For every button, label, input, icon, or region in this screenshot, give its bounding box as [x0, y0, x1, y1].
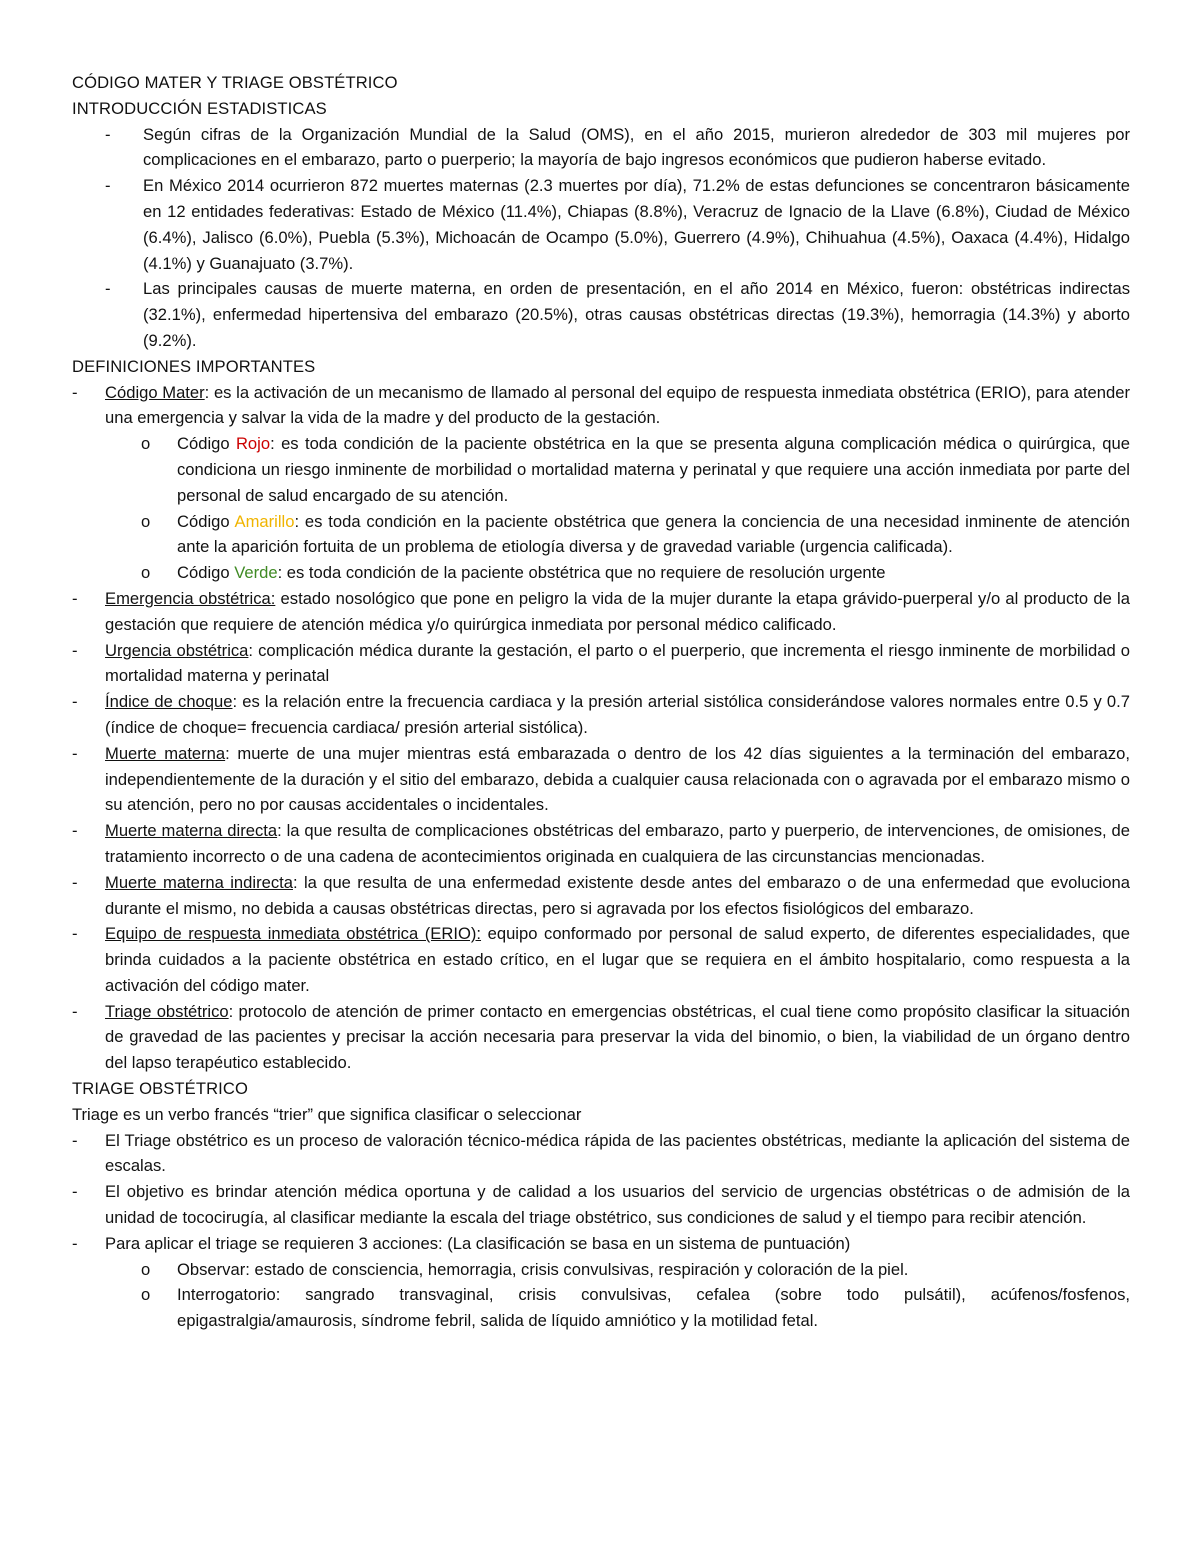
intro-item-text: En México 2014 ocurrieron 872 muertes maternas (2.3 muertes por día), 71.2% de estas defunciones se concentraron básicamente en 12 entidades federativas: Estado de México (11.4%), Chiapas (8.8%), Veracruz de Ignacio de la Llave (6.8%), Ciudad de México (6.4%), Jalisco (6.0%), Puebla (5.3%), Michoacán de Ocampo (5.0%), Guerrero (4.9%), Chihuahua (4.5%), Oaxaca (4.4%), Hidalgo (4.1%) y Guanajuato (3.7%).: [143, 176, 1130, 273]
dash-bullet: -: [105, 176, 111, 196]
definition-text: equipo conformado por personal de salud experto, de diferentes especialidades, que brinda cuidados a la paciente obstétrica en estado crítico, en el lugar que se requiera en el ámbito hospitalario, como respuesta a la activación del código mater.: [105, 924, 1130, 995]
circle-bullet: o: [141, 1259, 151, 1279]
dash-bullet: -: [72, 743, 78, 763]
circle-bullet: o: [141, 511, 151, 531]
definition-text: : es la activación de un mecanismo de llamado al personal del equipo de respuesta inmediata obstétrica (ERIO), para atender una emergencia y salvar la vida de la madre y del producto de la gestación.: [105, 382, 1130, 428]
section-heading-definitions: DEFINICIONES IMPORTANTES: [72, 356, 316, 376]
definition-text: : complicación médica durante la gestación, el parto o el puerperio, que incrementa el riesgo inminente de morbilidad o mortalidad materna y perinatal: [105, 640, 1131, 686]
triage-action-text: Interrogatorio: sangrado transvaginal, crisis convulsivas, cefalea (sobre todo pulsátil), acúfenos/fosfenos, epigastralgia/amaurosis, síndrome febril, salida de líquido amniótico y la motilidad fetal.: [177, 1285, 1130, 1331]
intro-item: [72, 122, 1130, 174]
definition-term: Muerte materna directa: [105, 821, 278, 841]
definition-term: Índice de choque: [105, 692, 233, 712]
definition-term: Triage obstétrico: [105, 1001, 229, 1021]
code-text: : es toda condición en la paciente obstétrica que genera la conciencia de una necesidad inminente de atención ante la aparición fortuita de un problema de etiología diversa y de gravedad variable (urgencia calificada).: [177, 511, 1130, 557]
definition-item: [72, 921, 1130, 998]
definition-term: Código Mater: [105, 382, 205, 402]
definition-item: [72, 818, 1130, 870]
code-color-word-red: Rojo: [235, 434, 271, 454]
code-text: : es toda condición de la paciente obstétrica en la que se presenta alguna complicación médica o quirúrgica, que condiciona un riesgo inminente de morbilidad o mortalidad materna y perinatal y que requiere una acción inmediata por parte del personal de salud encargado de su atención.: [177, 434, 1130, 505]
dash-bullet: -: [72, 1182, 78, 1202]
dash-bullet: -: [105, 124, 111, 144]
definition-text: estado nosológico que pone en peligro la vida de la mujer durante la etapa grávido-puerperal y/o al producto de la gestación que requiere de atención médica y/o quirúrgica inmediata por personal médico calificado.: [105, 588, 1130, 634]
definition-text: : la que resulta de una enfermedad existente desde antes del embarazo o de una enfermedad que evoluciona durante el mismo, no debida a causas obstétricas directas, pero si agravada por los efectos fisiológicos del embarazo.: [105, 872, 1130, 918]
definition-term: Equipo de respuesta inmediata obstétrica (ERIO):: [105, 924, 482, 944]
definition-codigo-mater: [72, 380, 1130, 432]
triage-action-item: [72, 1282, 1130, 1334]
triage-item: [72, 1128, 1130, 1180]
code-yellow-item: [72, 509, 1130, 561]
triage-item-text: Para aplicar el triage se requieren 3 acciones: (La clasificación se basa en un sistema de puntuación): [105, 1233, 851, 1253]
definition-item: [72, 870, 1130, 922]
code-red-item: [72, 431, 1130, 508]
dash-bullet: -: [72, 382, 78, 402]
code-text: : es toda condición de la paciente obstétrica que no requiere de resolución urgente: [277, 563, 886, 583]
dash-bullet: -: [72, 1233, 78, 1253]
definition-text: : la que resulta de complicaciones obstétricas del embarazo, parto y puerperio, de intervenciones, de omisiones, de tratamiento incorrecto o de una cadena de acontecimientos originada en cualquiera de las circunstancias mencionadas.: [105, 821, 1130, 866]
triage-item: [72, 1179, 1130, 1231]
triage-action-text: Observar: estado de consciencia, hemorragia, crisis convulsivas, respiración y coloración de la piel.: [177, 1259, 909, 1279]
code-color-word-yellow: Amarillo: [234, 511, 295, 531]
dash-bullet: -: [72, 1001, 78, 1021]
triage-intro: Triage es un verbo francés “trier” que significa clasificar o seleccionar: [72, 1104, 582, 1124]
dash-bullet: -: [72, 872, 78, 892]
circle-bullet: o: [141, 1285, 151, 1305]
intro-item: [72, 173, 1130, 276]
dash-bullet: -: [72, 1130, 78, 1150]
code-prefix: Código: [177, 511, 235, 531]
definition-text: : protocolo de atención de primer contacto en emergencias obstétricas, el cual tiene como propósito clasificar la situación de gravedad de las pacientes y precisar la acción necesaria para preservar la vida del binomio, o bien, la viabilidad de un órgano dentro del lapso terapéutico establecido.: [105, 1001, 1130, 1073]
code-color-word-green: Verde: [234, 563, 278, 583]
intro-item-text: Según cifras de la Organización Mundial de la Salud (OMS), en el año 2015, murieron alrededor de 303 mil mujeres por complicaciones en el embarazo, parto o puerperio; la mayoría de bajo ingresos económicos que pudieron haberse evitado.: [143, 124, 1130, 170]
dash-bullet: -: [72, 924, 78, 944]
triage-action-item: [72, 1257, 1130, 1283]
dash-bullet: -: [72, 588, 78, 608]
intro-item-text: Las principales causas de muerte materna, en orden de presentación, en el año 2014 en México, fueron: obstétricas indirectas (32.1%), enfermedad hipertensiva del embarazo (20.5%), otras causas obstétricas directas (19.3%), hemorragia (14.3%) y aborto (9.2%).: [143, 279, 1130, 350]
definition-item: [72, 638, 1130, 690]
code-green-item: [72, 560, 1130, 586]
definition-term: Emergencia obstétrica:: [105, 588, 276, 608]
document-body: [72, 70, 1130, 1334]
document-title: CÓDIGO MATER Y TRIAGE OBSTÉTRICO: [72, 73, 398, 92]
definition-item: [72, 741, 1130, 818]
code-prefix: Código: [177, 434, 236, 454]
circle-bullet: o: [141, 563, 151, 583]
dash-bullet: -: [105, 279, 111, 299]
intro-item: [72, 276, 1130, 353]
definition-term: Muerte materna: [105, 743, 226, 763]
definition-item: [72, 689, 1130, 741]
definition-text: : muerte de una mujer mientras está embarazada o dentro de los 42 días siguientes a la terminación del embarazo, independientemente de la duración y el sitio del embarazo, debida a cualquier causa relacionada con o agravada por el embarazo mismo o su atención, pero no por causas accidentales o incidentales.: [105, 743, 1130, 815]
code-prefix: Código: [177, 563, 235, 583]
definition-item: [72, 586, 1130, 638]
circle-bullet: o: [141, 434, 151, 454]
definition-term: Muerte materna indirecta: [105, 872, 293, 892]
section-heading-intro: INTRODUCCIÓN ESTADISTICAS: [72, 98, 327, 118]
dash-bullet: -: [72, 640, 78, 660]
section-heading-triage: TRIAGE OBSTÉTRICO: [72, 1079, 248, 1099]
dash-bullet: -: [72, 821, 78, 841]
dash-bullet: -: [72, 692, 78, 712]
triage-item-text: El Triage obstétrico es un proceso de valoración técnico-médica rápida de las pacientes obstétricas, mediante la aplicación del sistema de escalas.: [105, 1130, 1130, 1176]
definition-item: [72, 999, 1130, 1076]
definition-term: Urgencia obstétrica: [105, 640, 249, 660]
triage-item: [72, 1231, 1130, 1257]
definition-text: : es la relación entre la frecuencia cardiaca y la presión arterial sistólica considerándose valores normales entre 0.5 y 0.7 (índice de choque= frecuencia cardiaca/ presión arterial sistólica).: [105, 692, 1130, 737]
triage-item-text: El objetivo es brindar atención médica oportuna y de calidad a los usuarios del servicio de urgencias obstétricas o de admisión de la unidad de tococirugía, al clasificar mediante la escala del triage obstétrico, sus condiciones de salud y el tiempo para recibir atención.: [105, 1182, 1130, 1228]
